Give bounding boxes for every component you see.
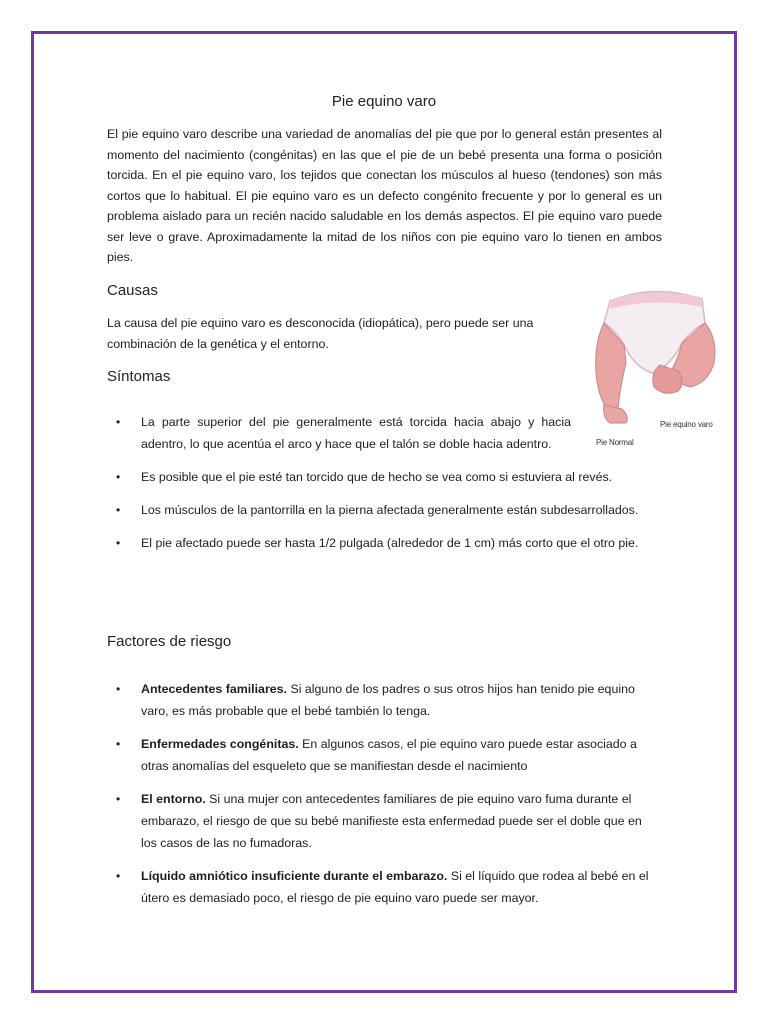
- bullet-icon: •: [116, 470, 121, 484]
- list-item-text: El pie afectado puede ser hasta 1/2 pulgada (alrededor de 1 cm) más corto que el otro pie.: [141, 536, 639, 550]
- risk-factor-text: Si alguno de los padres o sus otros hijos han tenido pie equino varo, es más probable que el bebé también lo tenga.: [141, 682, 635, 718]
- bullet-icon: •: [116, 536, 121, 550]
- bullet-icon: •: [116, 737, 121, 751]
- list-item: [107, 411, 571, 455]
- bullet-icon: •: [116, 503, 121, 517]
- intro-paragraph: El pie equino varo describe una variedad de anomalías del pie que por lo general están presentes al momento del nacimiento (congénitas) en las que el pie de un bebé presenta una forma o posición torcida. En el pie equino varo, los tejidos que conectan los músculos al hueso (tendones) son más cortos que lo habitual. El pie equino varo es un defecto congénito frecuente y por lo general es un problema aislado para un recién nacido saludable en los demás aspectos. El pie equino varo puede ser leve o grave. Aproximadamente la mitad de los niños con pie equino varo lo tienen en ambos pies.: [107, 127, 662, 264]
- causas-paragraph: La causa del pie equino varo es desconocida (idiopática), pero puede ser una combinación de la genética y el entorno.: [107, 316, 534, 351]
- bullet-icon: •: [116, 682, 121, 696]
- bullet-icon: •: [116, 415, 121, 429]
- list-item: [107, 733, 646, 777]
- risk-factor-text: En algunos casos, el pie equino varo puede estar asociado a otras anomalías del esqueleto que se manifiestan desde el nacimiento: [141, 737, 637, 773]
- list-item: [107, 678, 641, 722]
- list-item: [107, 466, 662, 488]
- list-item: [107, 865, 662, 909]
- heading-factores-de-riesgo: Factores de riesgo: [107, 633, 232, 650]
- risk-factors-list: [107, 678, 662, 909]
- list-item-text: Los músculos de la pantorrilla en la pierna afectada generalmente están subdesarrollados.: [141, 503, 639, 517]
- figure-label-normal: Pie Normal: [596, 438, 634, 447]
- bullet-icon: •: [116, 792, 121, 806]
- risk-factor-text: Si el líquido que rodea al bebé en el útero es demasiado poco, el riesgo de pie equino varo puede ser mayor.: [141, 869, 649, 905]
- normal-foot: [604, 405, 628, 423]
- figure-label-clubfoot: Pie equino varo: [660, 420, 713, 429]
- risk-factor-title: Líquido amniótico insuficiente durante el embarazo.: [141, 869, 448, 883]
- risk-factor-title: Enfermedades congénitas.: [141, 737, 299, 751]
- list-item: [107, 788, 651, 854]
- document-title: Pie equino varo: [331, 93, 437, 110]
- list-item-text: La parte superior del pie generalmente está torcida hacia abajo y hacia adentro, lo que acentúa el arco y hace que el talón se doble hacia adentro.: [141, 415, 571, 451]
- list-item-text: Es posible que el pie esté tan torcido que de hecho se vea como si estuviera al revés.: [141, 470, 613, 484]
- list-item: [107, 532, 662, 554]
- symptoms-list: [107, 411, 662, 554]
- bullet-icon: •: [116, 869, 121, 883]
- risk-factor-title: El entorno.: [141, 792, 206, 806]
- list-item: [107, 499, 662, 521]
- risk-factor-title: Antecedentes familiares.: [141, 682, 287, 696]
- heading-causas: Causas: [107, 282, 158, 299]
- risk-factor-text: Si una mujer con antecedentes familiares de pie equino varo fuma durante el embarazo, el riesgo de que su bebé manifieste esta enfermedad puede ser el doble que en los casos de las no fumadoras.: [141, 792, 642, 850]
- clubfoot-illustration: [590, 283, 720, 453]
- heading-sintomas: Síntomas: [107, 368, 171, 385]
